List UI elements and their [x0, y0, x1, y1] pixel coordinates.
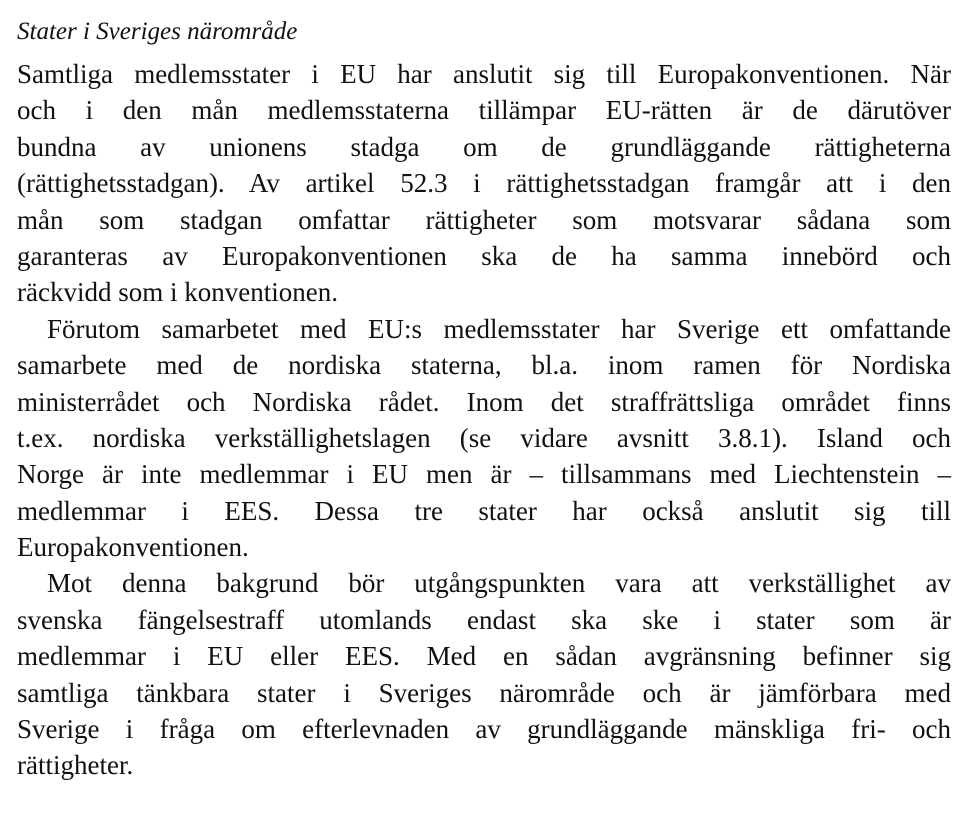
text-line: rättigheter. [17, 750, 134, 781]
text-line: Sverige i fråga om efterlevnaden av grundläggande mänskliga fri- och [17, 714, 951, 745]
text-line: Samtliga medlemsstater i EU har anslutit sig till Europakonventionen. När [17, 59, 951, 89]
text-line: garanteras av Europakonventionen ska de ha samma innebörd och [17, 240, 951, 271]
text-line: Mot denna bakgrund bör utgångspunkten vara att verkställighet av [47, 568, 951, 599]
text-line: Förutom samarbetet med EU:s medlemsstater har Sverige ett omfattande [47, 313, 951, 344]
text-line: samarbete med de nordiska staterna, bl.a. inom ramen för Nordiska [17, 350, 951, 381]
paragraph-conclusion [17, 565, 951, 783]
text-line: mån som stadgan omfattar rättigheter som motsvarar sådana som [17, 204, 951, 235]
paragraph-nordic-cooperation [17, 311, 951, 566]
text-line: räckvidd som i konventionen. [17, 277, 338, 308]
text-line: Europakonventionen. [17, 532, 249, 563]
text-line: och i den mån medlemsstaterna tillämpar EU-rätten är de därutöver [17, 95, 951, 126]
text-line: (rättighetsstadgan). Av artikel 52.3 i rättighetsstadgan framgår att i den [17, 168, 951, 199]
text-line: Norge är inte medlemmar i EU men är – tillsammans med Liechtenstein – [17, 459, 951, 490]
text-line: medlemmar i EES. Dessa tre stater har också anslutit sig till [17, 495, 951, 526]
paragraph-eu-convention [17, 56, 951, 311]
text-line: svenska fängelsestraff utomlands endast ska ske i stater som är [17, 604, 951, 635]
text-line: medlemmar i EU eller EES. Med en sådan avgränsning befinner sig [17, 641, 951, 672]
text-line: t.ex. nordiska verkställighetslagen (se vidare avsnitt 3.8.1). Island och [17, 422, 951, 453]
text-line: ministerrådet och Nordiska rådet. Inom det straffrättsliga området finns [17, 386, 951, 417]
text-line: samtliga tänkbara stater i Sveriges närområde och är jämförbara med [17, 677, 951, 708]
text-line: bundna av unionens stadga om de grundläggande rättigheterna [17, 131, 951, 162]
section-heading: Stater i Sveriges närområde [17, 18, 298, 45]
